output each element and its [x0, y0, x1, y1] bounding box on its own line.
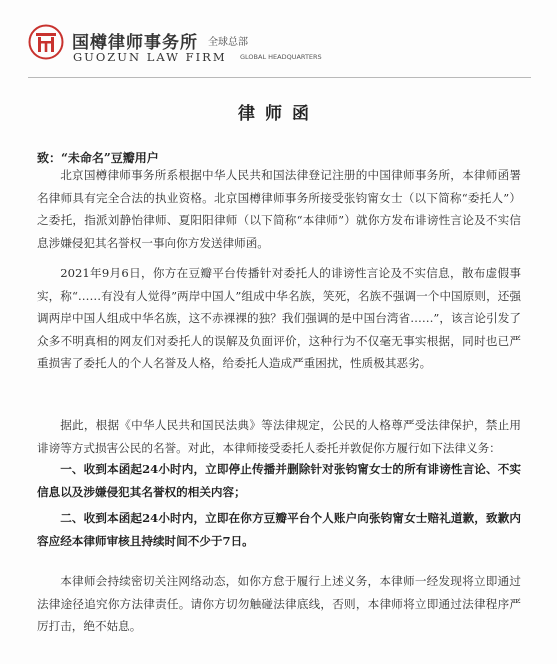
guozun-logo-icon	[28, 24, 64, 60]
headquarters-label-cn: 全球总部	[208, 37, 248, 48]
headquarters-label-en: GLOBAL HEADQUARTERS	[240, 53, 322, 61]
document-title: 律师函	[238, 104, 319, 124]
intro-paragraph: 北京国樽律师事务所系根据中华人民共和国法律登记注册的中国律师事务所，本律师函署名律师具有完全合法的执业资格。北京国樽律师事务所接受张钧甯女士（以下简称“委托人”）之委托，指派刘静怡律师、夏阳阳律师（以下简称“本律师”）就你方发布诽谤性言论及不实信息涉嫌侵犯其名誉权一事向你方发送律师函。	[37, 168, 521, 250]
firm-name-en: GUOZUN LAW FIRM	[73, 50, 227, 64]
firm-name-cn: 国樽律师事务所	[72, 33, 198, 53]
legal-basis-paragraph: 据此，根据《中华人民共和国民法典》等法律规定，公民的人格尊严受法律保护，禁止用诽谤等方式损害公民的名誉。对此，本律师接受委托人委托并敦促你方履行如下法律义务：	[37, 418, 521, 455]
addressee-line: 致：“未命名”豆瓣用户	[37, 151, 159, 165]
demand-item-2: 二、收到本函起24小时内，立即在你方豆瓣平台个人账户向张钧甯女士赔礼道歉，致歉内容应经本律师审核且持续时间不少于7日。	[37, 511, 521, 548]
header-divider	[28, 77, 531, 78]
demand-item-1: 一、收到本函起24小时内，立即停止传播并删除针对张钧甯女士的所有诽谤性言论、不实信息以及涉嫌侵犯其名誉权的相关内容；	[37, 462, 521, 499]
closing-paragraph: 本律师会持续密切关注网络动态，如你方怠于履行上述义务，本律师一经发现将立即通过法律途径追究你方法律责任。请你方切勿触碰法律底线，否则，本律师将立即通过法律程序严厉打击，绝不姑息。	[37, 574, 521, 634]
letterhead	[28, 22, 548, 72]
facts-paragraph: 2021年9月6日，你方在豆瓣平台传播针对委托人的诽谤性言论及不实信息，散布虚假事实，称“……有没有人觉得”两岸中国人”组成中华名族，笑死，名族不强调一个中国原则，还强调两岸中国人组成中华名族，这不赤裸裸的独？我们强调的是中国台湾省……”，该言论引发了众多不明真相的网友们对委托人的误解及负面评价，这种行为不仅毫无事实根据，同时也已严重损害了委托人的个人名誉及人格，给委托人造成严重困扰，性质极其恶劣。	[37, 266, 521, 371]
